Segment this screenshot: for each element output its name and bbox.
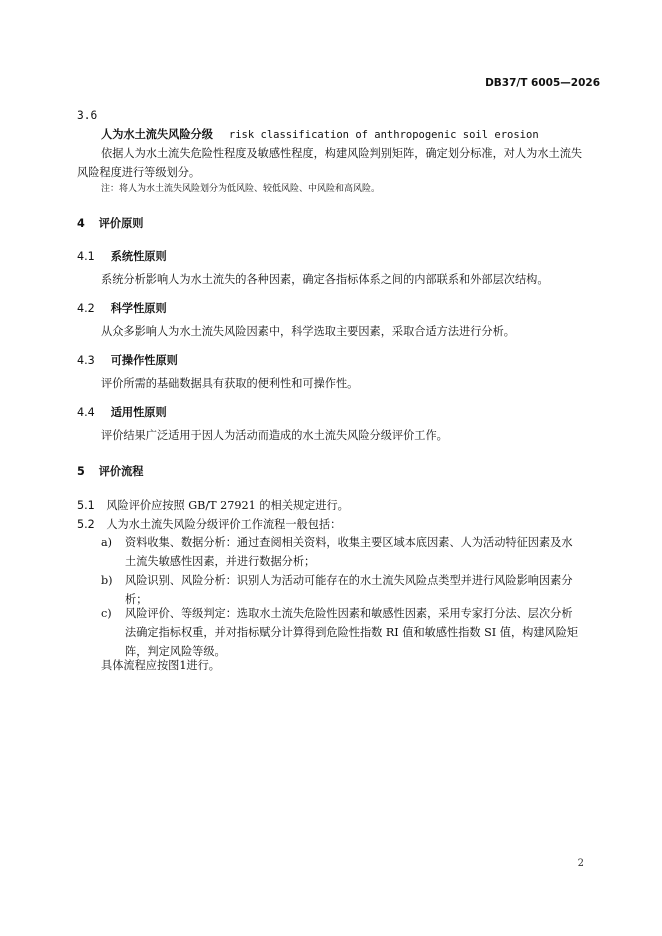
term-note: 注：将人为水土流失风险划分为低风险、较低风险、中风险和高风险。 (101, 184, 381, 194)
list-item-b-label: b) (101, 574, 113, 587)
clause-4-2-heading (77, 300, 167, 316)
clause-4-1-title: 系统性原则 (110, 250, 167, 263)
clause-4-1-heading (77, 248, 167, 264)
section5-heading (77, 463, 143, 479)
term-title-en: risk classification of anthropogenic soil erosion (228, 129, 539, 141)
clause-5-1-number: 5.1 (77, 499, 95, 512)
list-item-c-line1: 风险评价、等级判定：选取水土流失危险性因素和敏感性因素，采用专家打分法、层次分析 (125, 607, 573, 620)
list-item-b-line1: 风险识别、风险分析：识别人为活动可能存在的水土流失风险点类型并进行风险影响因素分 (125, 574, 573, 587)
list-item-c-line2: 法确定指标权重，并对指标赋分计算得到危险性指数 RI 值和敏感性指数 SI 值，构建风险矩 (125, 626, 579, 639)
term-number: 3.6 (77, 109, 98, 122)
clause-4-2-title: 科学性原则 (110, 302, 167, 315)
term-definition-line2: 风险程度进行等级划分。 (77, 166, 201, 179)
term-title (101, 125, 539, 143)
closing-text: 具体流程应按图1进行。 (101, 659, 220, 672)
term-definition-line1: 依据人为水土流失危险性程度及敏感性程度，构建风险判别矩阵，确定划分标准，对人为水土流失 (101, 147, 583, 160)
clause-4-3-text: 评价所需的基础数据具有获取的便利性和可操作性。 (101, 377, 359, 390)
clause-4-1-text: 系统分析影响人为水土流失的各种因素，确定各指标体系之间的内部联系和外部层次结构。 (101, 273, 549, 286)
section5-number: 5 (77, 465, 85, 478)
list-item-a-line2: 土流失敏感性因素，并进行数据分析； (125, 555, 316, 568)
list-item-b-line2: 析； (125, 593, 148, 606)
clause-4-3-title: 可操作性原则 (110, 354, 178, 367)
clause-5-1 (77, 496, 349, 515)
list-item-c-line3: 阵，判定风险等级。 (125, 645, 226, 658)
section4-heading (77, 215, 143, 231)
clause-4-4-text: 评价结果广泛适用于因人为活动而造成的水土流失风险分级评价工作。 (101, 429, 448, 442)
list-item-c-label: c) (101, 607, 112, 620)
list-item-a-line1: 资料收集、数据分析：通过查阅相关资料，收集主要区域本底因素、人为活动特征因素及水 (125, 536, 573, 549)
clause-4-2-text: 从众多影响人为水土流失风险因素中，科学选取主要因素，采取合适方法进行分析。 (101, 325, 515, 338)
list-item-a-label: a) (101, 536, 113, 549)
clause-4-1-number: 4.1 (77, 250, 95, 263)
clause-5-2-number: 5.2 (77, 518, 95, 531)
term-title-cn: 人为水土流失风险分级 (101, 128, 213, 141)
section4-number: 4 (77, 217, 85, 230)
clause-5-2-text: 人为水土流失风险分级评价工作流程一般包括： (106, 518, 342, 531)
clause-5-1-text: 风险评价应按照 GB/T 27921 的相关规定进行。 (106, 499, 349, 512)
section5-title: 评价流程 (98, 465, 144, 478)
clause-4-4-number: 4.4 (77, 406, 95, 419)
clause-4-3-heading (77, 352, 178, 368)
clause-4-2-number: 4.2 (77, 302, 95, 315)
page-number: 2 (577, 858, 584, 869)
clause-5-2 (77, 515, 341, 534)
clause-4-4-title: 适用性原则 (110, 406, 167, 419)
clause-4-4-heading (77, 404, 167, 420)
section4-title: 评价原则 (98, 217, 144, 230)
document-code: DB37/T 6005—2026 (485, 77, 600, 89)
clause-4-3-number: 4.3 (77, 354, 95, 367)
